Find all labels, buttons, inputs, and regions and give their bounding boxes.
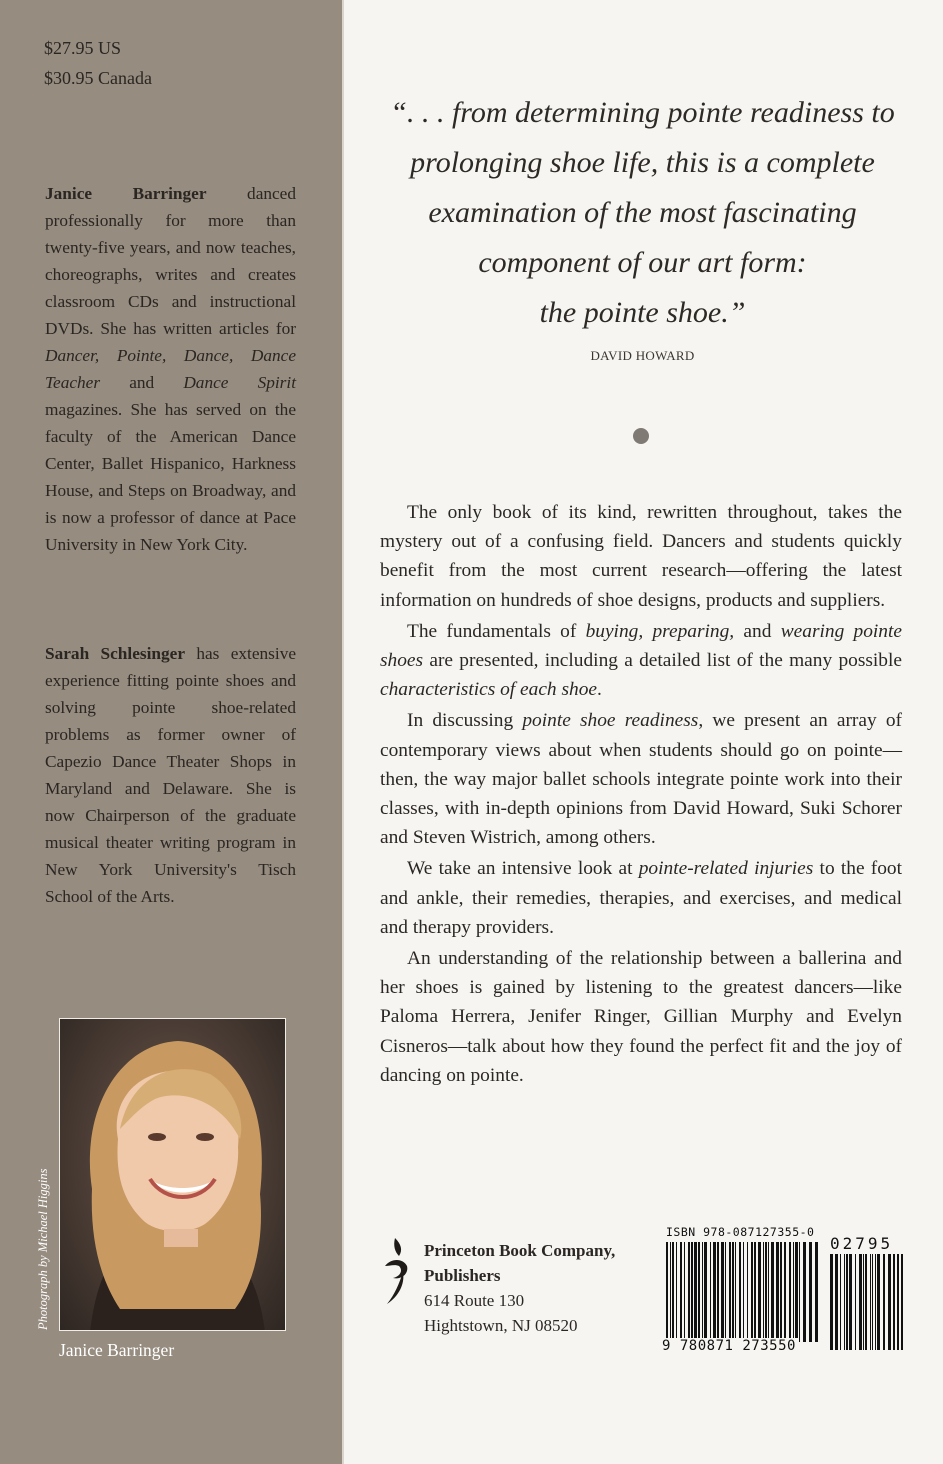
bio-text: has extensive experience fitting pointe shoes and solving pointe shoe-related problems as former owner of Capezio Dance Theater Shops in Maryland and Delaware. She is now Chairperson of the graduate musical theater writing program in New York University's Tisch School of the Arts. bbox=[45, 644, 297, 906]
panel-divider bbox=[342, 0, 344, 1464]
photo-caption: Janice Barringer bbox=[59, 1340, 175, 1360]
quote-line: the pointe shoe.” bbox=[539, 296, 746, 329]
price-addon-code: 02795 bbox=[830, 1234, 894, 1253]
endorsement-quote bbox=[370, 88, 915, 338]
isbn-digits: 9 780871 273550 bbox=[662, 1338, 796, 1354]
price-us: $27.95 US bbox=[44, 38, 122, 58]
quote-line: prolonging shoe life, this is a complete bbox=[410, 146, 875, 179]
quote-attribution: DAVID HOWARD bbox=[590, 348, 695, 363]
author-bio-schlesinger bbox=[45, 640, 296, 910]
publisher-name: Princeton Book Company, bbox=[424, 1241, 616, 1260]
author-photo bbox=[59, 1018, 286, 1331]
barcode-bars bbox=[666, 1242, 818, 1342]
addon-barcode-bars bbox=[830, 1254, 906, 1350]
bio-text: magazines. She has served on the faculty of the American Dance Center, Ballet Hispanico, Harkness House, and Steps on Broadway, and is now a professor of dance at Pace University in New York City. bbox=[45, 400, 296, 554]
quote-line: component of our art form: bbox=[478, 246, 807, 279]
quote-line: “. . . from determining pointe readiness to bbox=[390, 96, 895, 129]
publisher-street: 614 Route 130 bbox=[424, 1291, 525, 1310]
photo-credit: Photograph by Michael Higgins bbox=[36, 1168, 50, 1330]
price-canada: $30.95 Canada bbox=[44, 68, 152, 88]
description-paragraph: We take an intensive look at pointe-related injuries to the foot and ankle, their remedies, therapies, and exercises, and medical and therapy providers. bbox=[380, 858, 903, 938]
quote-line: examination of the most fascinating bbox=[428, 196, 857, 229]
author-name: Janice Barringer bbox=[45, 184, 207, 203]
description-paragraph: The only book of its kind, rewritten throughout, takes the mystery out of a confusing field. Dancers and students quickly benefit from the most current research—offering the latest information on hundreds of shoe designs, products and suppliers. bbox=[380, 502, 902, 611]
section-divider-dot bbox=[633, 428, 649, 444]
publisher-city: Hightstown, NJ 08520 bbox=[424, 1316, 578, 1335]
magazine-list: Dancer, Pointe, Dance, Dance Teacher bbox=[45, 346, 296, 392]
isbn-barcode bbox=[662, 1224, 912, 1359]
description-paragraph: In discussing pointe shoe readiness, we present an array of contemporary views about when students should go on pointe—then, the way major ballet schools integrate pointe work into their classes, with in-depth opinions from David Howard, Suki Schorer and Steven Wistrich, among others. bbox=[380, 710, 903, 849]
bio-text: and bbox=[100, 373, 184, 392]
publisher-logo-icon bbox=[381, 1236, 415, 1306]
publisher-info bbox=[424, 1238, 615, 1338]
description-paragraph: The fundamentals of buying, preparing, and wearing pointe shoes are presented, including a detailed list of the many possible characteristics of each shoe. bbox=[380, 620, 902, 701]
bio-text: danced professionally for more than twenty-five years, and now teaches, choreographs, writes and creates classroom CDs and instructional DVDs. She has written articles for bbox=[45, 184, 296, 338]
book-description bbox=[380, 498, 902, 1092]
magazine-name: Dance Spirit bbox=[183, 373, 296, 392]
description-paragraph: An understanding of the relationship between a ballerina and her shoes is gained by listening to the greatest dancers—like Paloma Herrera, Jenifer Ringer, Gillian Murphy and Evelyn Cisneros—talk about how they found the perfect fit and the joy of dancing on pointe. bbox=[380, 948, 902, 1086]
author-name: Sarah Schlesinger bbox=[45, 644, 186, 663]
author-bio-barringer bbox=[45, 180, 296, 558]
isbn-label: ISBN 978-087127355-0 bbox=[666, 1225, 815, 1239]
publisher-name-2: Publishers bbox=[424, 1266, 501, 1285]
